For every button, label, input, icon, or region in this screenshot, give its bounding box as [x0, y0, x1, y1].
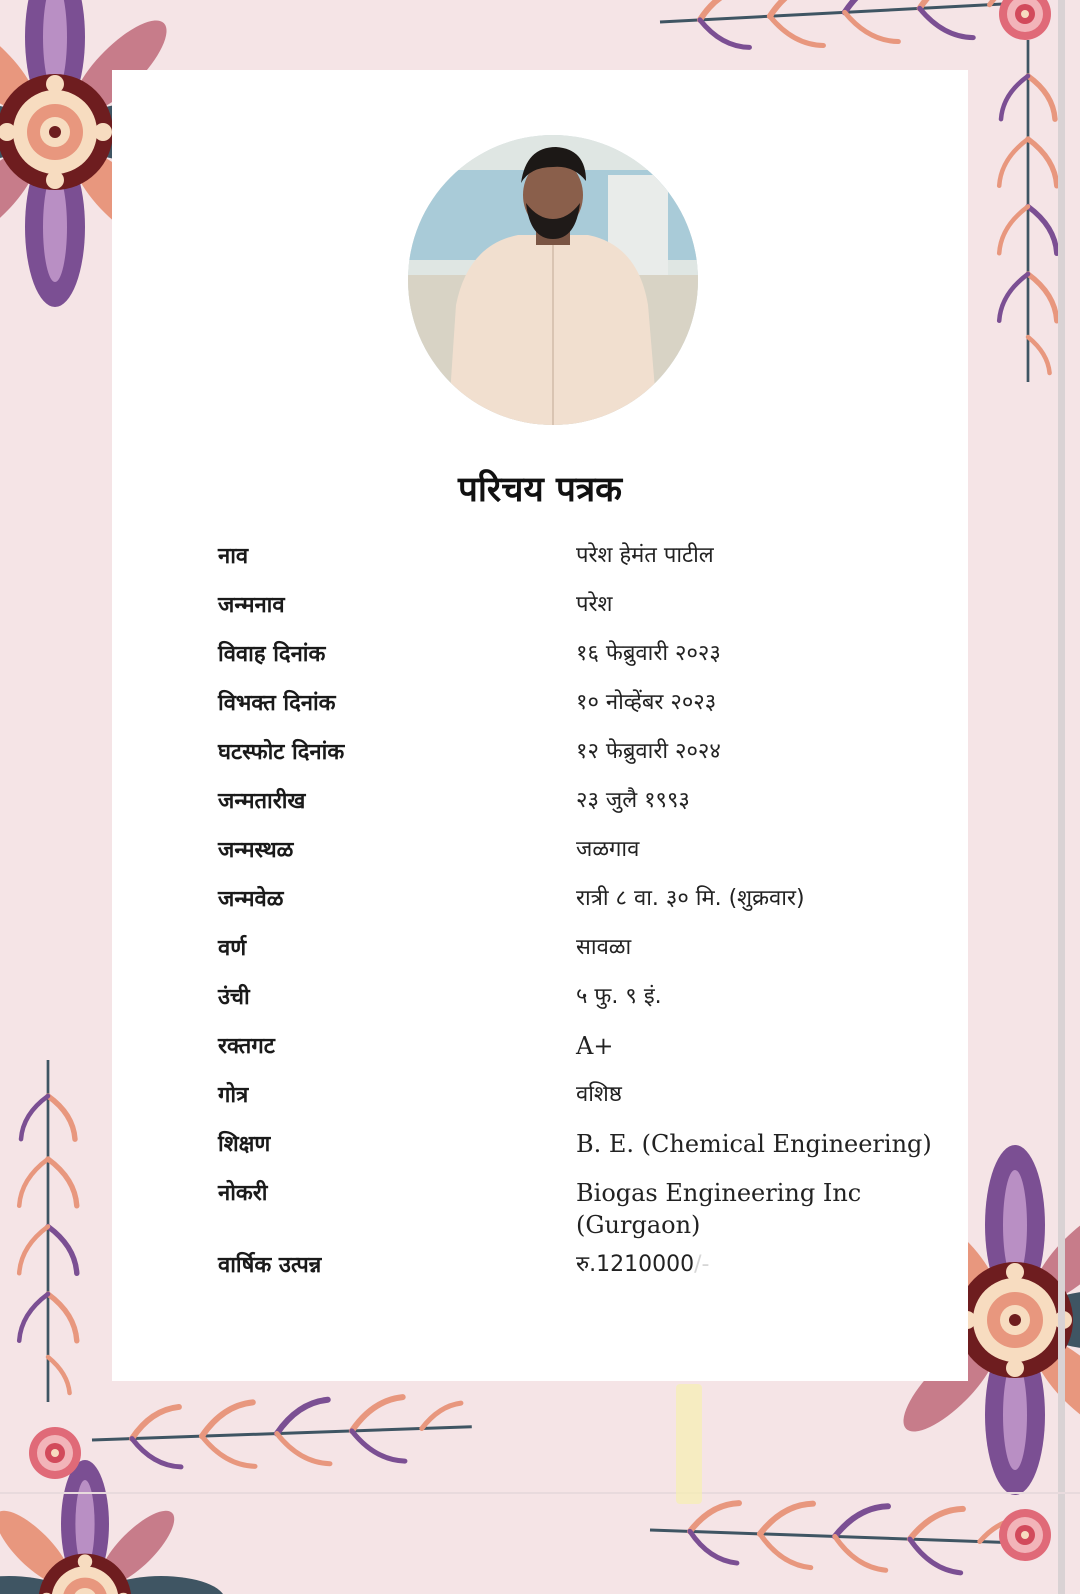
- field-row-blood-group: [112, 1030, 968, 1074]
- field-label: जन्मनाव: [218, 593, 285, 618]
- field-row-gotra: [112, 1079, 968, 1123]
- field-value: परेश हेमंत पाटील: [576, 543, 714, 568]
- field-row-annual-income: [112, 1249, 968, 1293]
- field-label: विवाह दिनांक: [218, 642, 326, 667]
- field-label: उंची: [218, 985, 250, 1010]
- field-label: विभक्त दिनांक: [218, 691, 336, 716]
- field-value: २३ जुलै १९९३: [576, 788, 690, 813]
- page-edge-line: [1058, 0, 1065, 1594]
- field-value: ५ फु. ९ इं.: [576, 984, 662, 1009]
- highlight-mark: [676, 1384, 702, 1504]
- field-row-education: [112, 1128, 968, 1172]
- profile-photo: [408, 135, 698, 425]
- field-row-height: [112, 981, 968, 1025]
- field-value: A+: [576, 1032, 614, 1060]
- field-value: वशिष्ठ: [576, 1082, 622, 1107]
- field-label: नाव: [218, 544, 249, 569]
- field-value: Biogas Engineering Inc (Gurgaon): [576, 1179, 862, 1239]
- page-title: परिचय पत्रक: [457, 470, 623, 510]
- field-label: शिक्षण: [218, 1132, 271, 1157]
- field-row-name: [112, 540, 968, 584]
- field-label: जन्मस्थळ: [218, 838, 294, 863]
- field-row-birth-time: [112, 883, 968, 927]
- field-label: जन्मतारीख: [218, 789, 306, 814]
- field-value: B. E. (Chemical Engineering): [576, 1130, 932, 1158]
- income-suffix: /-: [694, 1252, 710, 1277]
- income-amount: 1210000: [596, 1252, 695, 1277]
- field-row-birth-name: [112, 589, 968, 633]
- field-row-separation-date: [112, 687, 968, 731]
- field-row-complexion: [112, 932, 968, 976]
- field-row-marriage-date: [112, 638, 968, 682]
- field-value: रात्री ८ वा. ३० मि. (शुक्रवार): [576, 886, 805, 911]
- page-divider: [0, 1492, 1080, 1494]
- field-label: रक्तगट: [218, 1034, 275, 1059]
- field-label: वर्ण: [218, 936, 247, 961]
- field-value: [576, 1249, 936, 1281]
- field-row-birth-date: [112, 785, 968, 829]
- field-label: जन्मवेळ: [218, 887, 284, 912]
- field-label: नोकरी: [218, 1181, 268, 1206]
- field-value: सावळा: [576, 935, 632, 960]
- income-prefix: रु.: [576, 1252, 597, 1277]
- biodata-card: [112, 70, 968, 1381]
- field-row-job: [112, 1177, 968, 1239]
- field-value: परेश: [576, 592, 613, 617]
- field-value: १६ फेब्रुवारी २०२३: [576, 641, 721, 666]
- field-row-divorce-date: [112, 736, 968, 780]
- field-value: १२ फेब्रुवारी २०२४: [576, 739, 721, 764]
- field-value: जळगाव: [576, 837, 640, 862]
- field-label: गोत्र: [218, 1083, 249, 1108]
- field-value: १० नोव्हेंबर २०२३: [576, 690, 717, 715]
- field-row-birth-place: [112, 834, 968, 878]
- profile-photo-illustration: [408, 135, 698, 425]
- field-label: घटस्फोट दिनांक: [218, 740, 345, 765]
- field-label: वार्षिक उत्पन्न: [218, 1253, 322, 1278]
